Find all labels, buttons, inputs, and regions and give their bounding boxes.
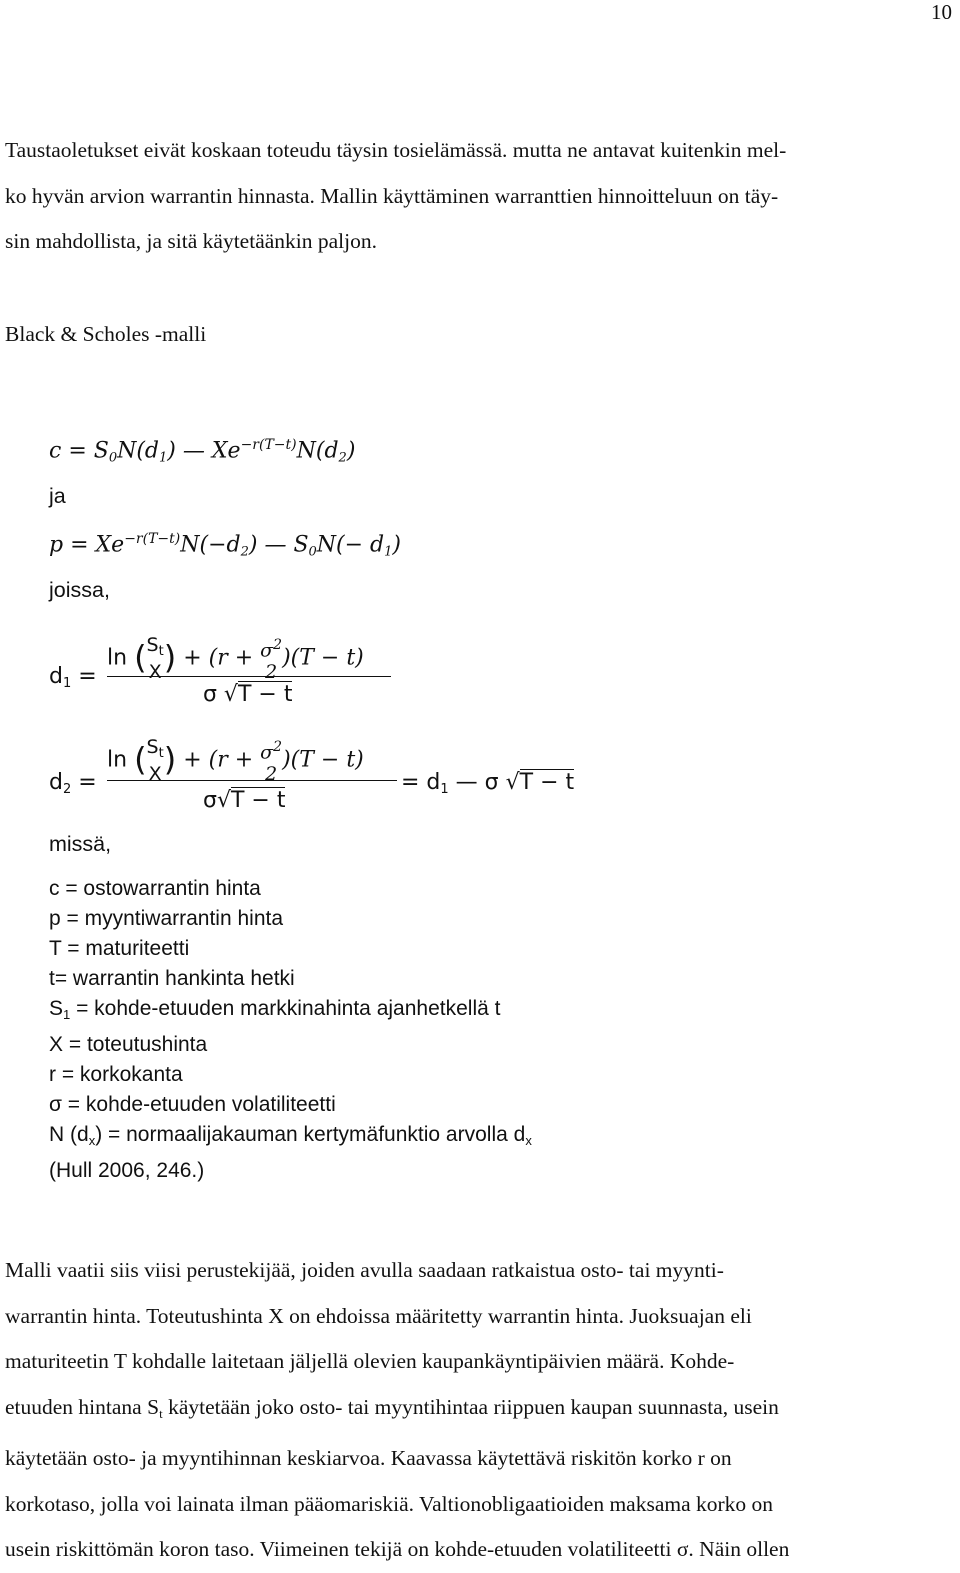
intro-line: ko hyvän arvion warrantin hinnasta. Mallin käyttäminen warranttien hinnoitteluun on täy- — [5, 183, 779, 208]
definition-item: c = ostowarrantin hinta — [49, 877, 261, 900]
definition-citation: (Hull 2006, 246.) — [49, 1159, 205, 1182]
body-line: Malli vaatii siis viisi perustekijää, joiden avulla saadaan ratkaistua osto- tai myynti- — [5, 1258, 724, 1282]
definition-item: N $(d_x)$ = normaalijakauman kertymäfunktio arvolla $d_x$ — [49, 1123, 532, 1148]
intro-paragraph — [5, 128, 786, 265]
body-line: maturiteetin T kohdalle laitetaan jäljellä olevien kaupankäyntipäivien määrä. Kohde- — [5, 1349, 735, 1373]
definition-item: T = maturiteetti — [49, 937, 190, 960]
body-paragraph — [5, 1248, 789, 1573]
section-heading: Black & Scholes -malli — [5, 322, 207, 346]
word-missa: missä, — [49, 832, 112, 856]
word-joissa: joissa, — [49, 578, 110, 602]
definition-item: $S_1$ = kohde-etuuden markkinahinta ajanhetkellä t — [49, 997, 501, 1022]
body-line: usein riskittömän koron taso. Viimeinen tekijä on kohde-etuuden volatiliteetti σ. Näin ollen — [5, 1537, 790, 1561]
definition-item: p = myyntiwarrantin hinta — [49, 907, 284, 930]
formula-call: $c = S_0N(d_1)$ — $Xe^{-r(T-t)}N(d_2)$ — [49, 437, 356, 466]
definition-item: X = toteutushinta — [49, 1033, 208, 1056]
definition-item: σ = kohde-etuuden volatiliteetti — [49, 1093, 336, 1116]
body-line: käytetään osto- ja myyntihinnan keskiarvoa. Kaavassa käytettävä riskitön korko r on — [5, 1446, 732, 1470]
body-line: korkotaso, jolla voi lainata ilman pääomariskiä. Valtionobligaatioiden maksama korko on — [5, 1491, 774, 1516]
intro-line: Taustaoletukset eivät koskaan toteudu täysin tosielämässä. mutta ne antavat kuitenkin mel- — [5, 138, 787, 162]
definition-item: r = korkokanta — [49, 1063, 183, 1086]
body-line: etuuden hintana $S_t$ käytetään joko osto- tai myyntihintaa riippuen kaupan suunnasta, usein — [5, 1394, 779, 1421]
word-ja: ja — [49, 484, 66, 508]
intro-line: sin mahdollista, ja sitä käytetäänkin paljon. — [5, 229, 377, 253]
definition-item: t= warrantin hankinta hetki — [49, 967, 295, 990]
definitions-list — [49, 874, 532, 1186]
formula-put: $p = Xe^{-r(T-t)}N(-d_2)$ — $S_0N(- d_1)$ — [49, 531, 402, 560]
page-number: 10 — [931, 0, 952, 24]
body-line: warrantin hinta. Toteutushinta X on ehdoissa määritetty warrantin hinta. Juoksuajan eli — [5, 1303, 752, 1328]
